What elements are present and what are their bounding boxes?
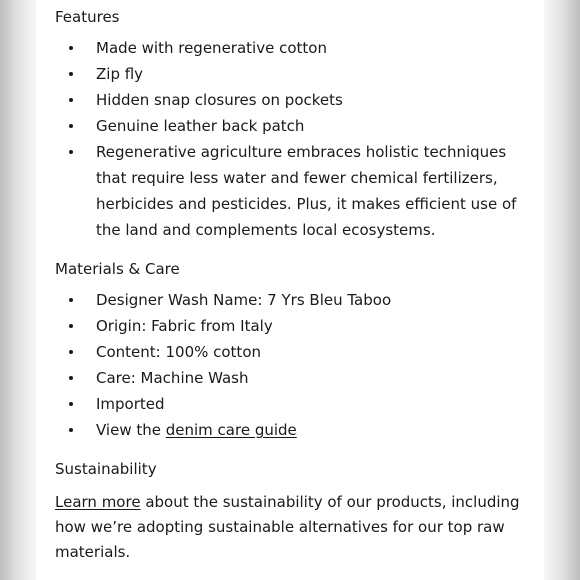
materials-care-heading: Materials & Care — [55, 260, 180, 278]
list-item: Content: 100% cotton — [55, 339, 530, 365]
list-item: Designer Wash Name: 7 Yrs Bleu Taboo — [55, 287, 530, 313]
list-item: Regenerative agriculture embraces holistic techniques that require less water and fewer chemical fertilizers, herbicides and pesticides. Plus, it makes efficient use of the land and complements local ecosystems. — [55, 139, 530, 243]
list-item: Genuine leather back patch — [55, 113, 530, 139]
list-item: Imported — [55, 391, 530, 417]
list-item: Origin: Fabric from Italy — [55, 313, 530, 339]
list-item: Made with regenerative cotton — [55, 35, 530, 61]
materials-care-list — [55, 287, 530, 443]
product-details-content — [55, 6, 530, 565]
sustainability-paragraph — [55, 490, 530, 565]
list-item-care-guide — [55, 417, 530, 443]
care-guide-prefix: View the — [96, 421, 166, 439]
denim-care-guide-link[interactable]: denim care guide — [165, 421, 297, 439]
list-item: Care: Machine Wash — [55, 365, 530, 391]
sustainability-heading: Sustainability — [55, 460, 157, 478]
features-heading: Features — [55, 8, 120, 26]
learn-more-link[interactable]: Learn more — [55, 493, 141, 511]
product-details-panel — [36, 0, 544, 580]
features-list — [55, 35, 530, 243]
list-item: Hidden snap closures on pockets — [55, 87, 530, 113]
sustainability-text: about the sustainability of our products, including how we’re adopting sustainable alternatives for our top raw materials. — [55, 493, 520, 561]
list-item: Zip fly — [55, 61, 530, 87]
